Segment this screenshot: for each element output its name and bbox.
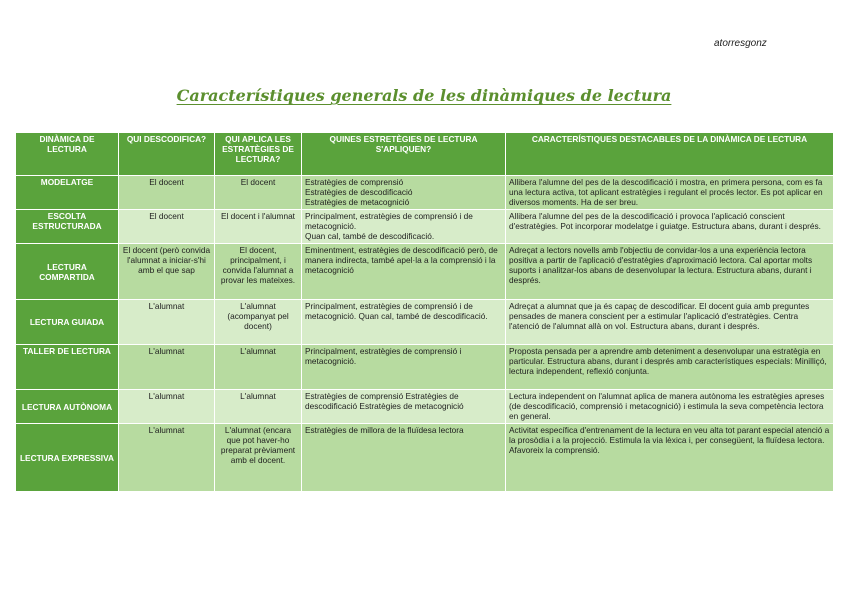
cell-estrategies: Estratègies de comprensió Estratègies de descodificació Estratègies de metacognició [302,390,506,424]
cell-descodifica: L'alumnat [119,390,215,424]
cell-descodifica: L'alumnat [119,345,215,390]
cell-caracteristiques: Allibera l'alumne del pes de la descodificació i provoca l'aplicació conscient d'estratègies. Pot incorporar modelatge i guiatge. Estructura abans, durant i després. [506,210,834,244]
cell-aplica: El docent [215,176,302,210]
table-row [16,244,834,300]
table-row [16,210,834,244]
table-header-row [16,133,834,176]
row-name: LECTURA AUTÒNOMA [16,390,119,424]
cell-descodifica: L'alumnat [119,424,215,492]
header-qui-descodifica: QUI DESCODIFICA? [119,133,215,176]
row-name: LECTURA GUIADA [16,300,119,345]
cell-estrategies: Principalment, estratègies de comprensió i metacognició. [302,345,506,390]
cell-estrategies: Principalment, estratègies de comprensió i de metacognició. Quan cal, també de descodificació. [302,210,506,244]
cell-descodifica: L'alumnat [119,300,215,345]
row-name: MODELATGE [16,176,119,210]
row-name: TALLER DE LECTURA [16,345,119,390]
cell-caracteristiques: Adreçat a alumnat que ja és capaç de descodificar. El docent guia amb preguntes pensades de manera conscient per a estimular l'aplicació d'estratègies. Centra l'atenció de l'alumnat allà on vol. Estructura abans, durant i després. [506,300,834,345]
cell-aplica: El docent, principalment, i convida l'alumnat a provar les mateixes. [215,244,302,300]
table-row [16,176,834,210]
table-row [16,424,834,492]
cell-estrategies: Estratègies de millora de la fluïdesa lectora [302,424,506,492]
header-dinamica: DINÀMICA DE LECTURA [16,133,119,176]
cell-caracteristiques: Proposta pensada per a aprendre amb deteniment a desenvolupar una estratègia en particular. Estructura abans, durant i després amb característiques especials: Minilliçó, lectura independent, reflexió conjunta. [506,345,834,390]
header-qui-aplica: QUI APLICA LES ESTRATÈGIES DE LECTURA? [215,133,302,176]
table-row [16,300,834,345]
cell-descodifica: El docent (però convida l'alumnat a iniciar-s'hi amb el que sap [119,244,215,300]
cell-caracteristiques: Activitat específica d'entrenament de la lectura en veu alta tot parant especial atenció a la prosòdia i a la projecció. Estimula la via lèxica i, per consegüent, la fluïdesa lectora. Afavoreix la comprensió. [506,424,834,492]
cell-estrategies: Estratègies de comprensió Estratègies de descodificació Estratègies de metacognició [302,176,506,210]
table-row [16,345,834,390]
row-name: LECTURA COMPARTIDA [16,244,119,300]
reading-dynamics-table [15,132,834,492]
header-quines-estrategies: QUINES ESTRETÈGIES DE LECTURA S'APLIQUEN? [302,133,506,176]
cell-caracteristiques: Allibera l'alumne del pes de la descodificació i mostra, en primera persona, com es fa una lectura activa, tot aplicant estratègies i regulant el procés lector. Es pot aplicar en diversos moments. Ha de ser breu. [506,176,834,210]
cell-aplica: L'alumnat (acompanyat pel docent) [215,300,302,345]
document-title: Característiques generals de les dinàmiques de lectura [176,86,672,105]
table-row [16,390,834,424]
header-caracteristiques: CARACTERÍSTIQUES DESTACABLES DE LA DINÀMICA DE LECTURA [506,133,834,176]
cell-caracteristiques: Adreçat a lectors novells amb l'objectiu de convidar-los a una experiència lectora positiva a partir de l'aplicació d'estratègies d'aproximació lectora. Cal aportar molts suports i analitzar-los abans de desenvolupar la lectura. Estructura abans, durant i després. [506,244,834,300]
cell-aplica: El docent i l'alumnat [215,210,302,244]
cell-aplica: L'alumnat (encara que pot haver-ho preparat prèviament amb el docent. [215,424,302,492]
row-name: LECTURA EXPRESSIVA [16,424,119,492]
row-name: ESCOLTA ESTRUCTURADA [16,210,119,244]
cell-estrategies: Principalment, estratègies de comprensió i de metacognició. Quan cal, també de descodificació. [302,300,506,345]
cell-aplica: L'alumnat [215,390,302,424]
author-name: atorresgonz [714,38,767,49]
cell-descodifica: El docent [119,210,215,244]
cell-estrategies: Eminentment, estratègies de descodificació però, de manera indirecta, també apel·la a la comprensió i la metacognició [302,244,506,300]
cell-caracteristiques: Lectura independent on l'alumnat aplica de manera autònoma les estratègies apreses (de descodificació, comprensió i metacognició) i estimula la seva competència lectora en general. [506,390,834,424]
cell-descodifica: El docent [119,176,215,210]
cell-aplica: L'alumnat [215,345,302,390]
